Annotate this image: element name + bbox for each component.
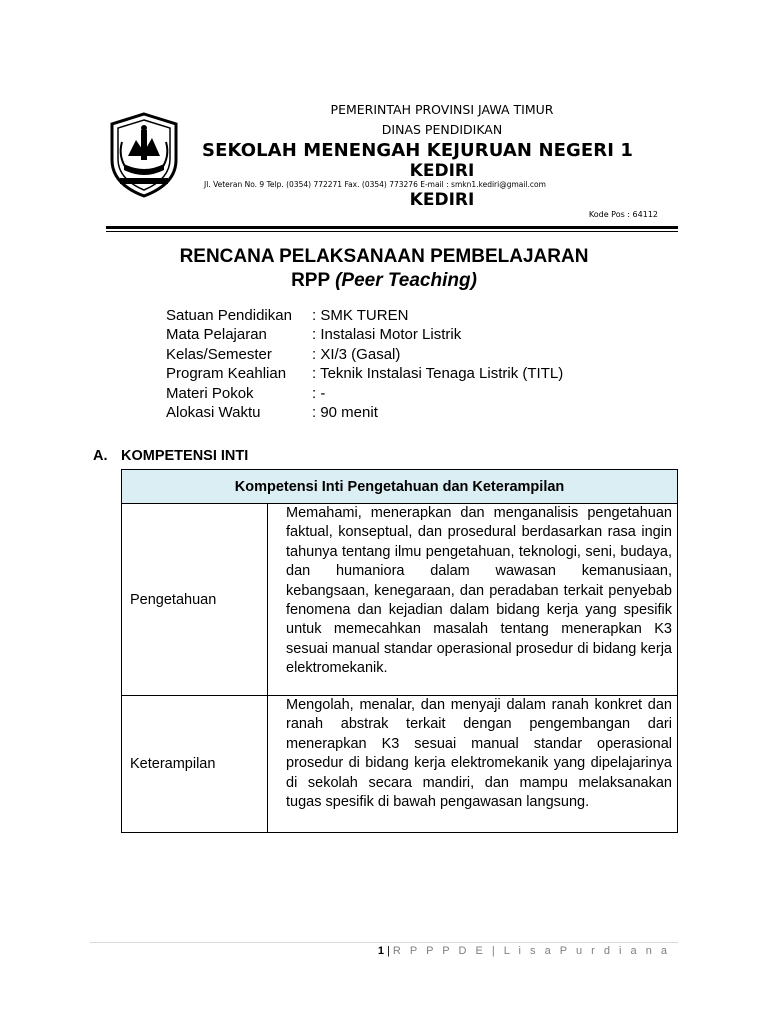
row-label: Keterampilan [122,696,268,833]
section-number: A. [93,448,108,464]
info-row [166,306,563,325]
section-heading [93,448,248,464]
info-label: Mata Pelajaran [166,326,267,344]
row-label: Pengetahuan [122,504,268,696]
info-label: Kelas/Semester [166,345,272,363]
government-name: PEMERINTAH PROVINSI JAWA TIMUR [330,102,554,117]
info-label: Satuan Pendidikan [166,307,292,324]
school-address: Jl. Veteran No. 9 Telp. (0354) 772271 Fax. (0354) 773276 E-mail : smkn1.kediri@gmail.com [204,180,546,189]
info-value: : 90 menit [312,403,378,421]
info-row [166,403,563,422]
info-value: : Teknik Instalasi Tenaga Listrik (TITL) [312,365,564,383]
info-label: Materi Pokok [166,384,254,402]
city-name: KEDIRI [409,190,475,210]
info-value: : - [312,384,326,402]
identity-block [166,306,563,422]
row-text: Mengolah, menalar, dan menyaji dalam ranah konkret dan ranah abstrak terkait dengan pengembangan dari menerapkan K3 sesuai manual standar operasional prosedur di bidang kerja elektromekanik yang dipelajarinya di sekolah secara mandiri, dan mampu melaksanakan tugas spesifik di bawah pengawasan langsung. [268,696,678,833]
document-subtitle [0,270,768,292]
letterhead-rule-thick [106,226,678,229]
info-value: : SMK TUREN [312,307,409,324]
postal-code: Kode Pos : 64112 [588,210,658,219]
table-row [122,504,678,696]
footer-divider [90,942,678,943]
info-label: Program Keahlian [166,365,287,383]
table-header-row [122,470,678,504]
subtitle-italic: (Peer Teaching) [335,270,477,291]
section-title: KOMPETENSI INTI [121,448,249,464]
school-city: KEDIRI [409,161,475,181]
row-text: Memahami, menerapkan dan menganalisis pengetahuan faktual, konseptual, dan prosedural berdasarkan rasa ingin tahunya tentang ilmu pengetahuan, teknologi, seni, budaya, dan humaniora dalam wawasan kemanusiaan, kebangsaan, kenegaraan, dan peradaban terkait penyebab fenomena dan kejadian dalam bidang kerja yang spesifik untuk memecahkan masalah tentang menerapkan K3 sesuai manual standar operasional prosedur di bidang kerja elektromekanik. [268,504,678,696]
info-row [166,325,563,344]
department-name: DINAS PENDIDIKAN [381,122,503,137]
info-value: : XI/3 (Gasal) [312,345,401,363]
document-title: RENCANA PELAKSANAAN PEMBELAJARAN [179,246,589,267]
school-name: SEKOLAH MENENGAH KEJURUAN NEGERI 1 [202,140,634,161]
subtitle-prefix: RPP [291,270,330,291]
page-number: 1 [377,945,388,957]
info-row [166,384,563,403]
footer-text: R P P P D E | L i s a P u r d i a n a [392,945,670,957]
competency-table [121,469,678,833]
letterhead-rule-thin [106,231,678,232]
letterhead [106,100,678,232]
info-label: Alokasi Waktu [166,403,261,421]
table-row [122,696,678,833]
footer-separator: | [387,945,393,957]
province-seal-logo [106,112,182,198]
info-value: : Instalasi Motor Listrik [312,326,462,344]
info-row [166,364,563,383]
table-header: Kompetensi Inti Pengetahuan dan Keterampilan [122,470,678,504]
page-footer [378,945,670,957]
info-row [166,345,563,364]
